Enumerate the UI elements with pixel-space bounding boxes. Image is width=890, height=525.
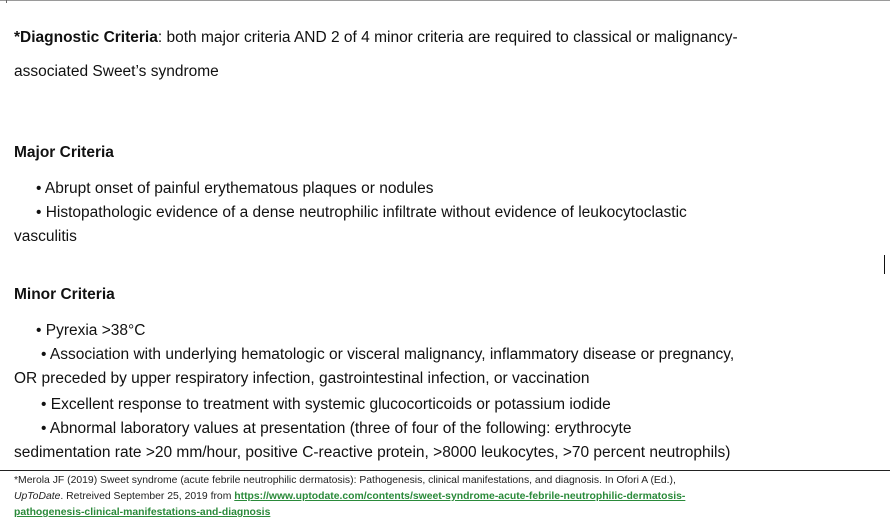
major-item-2: • Histopathologic evidence of a dense neutrophilic infiltrate without evidence of leukocytoclastic <box>36 204 687 221</box>
page-top-border <box>0 0 890 1</box>
footnote-line-1: *Merola JF (2019) Sweet syndrome (acute febrile neutrophilic dermatosis): Pathogenesis, clinical manifestations, and diagnosis. In Ofori A (Ed.), <box>14 475 676 486</box>
footnote-line-3 <box>14 505 880 521</box>
footnote-line-2 <box>14 489 880 505</box>
source-link-cont[interactable]: pathogenesis-clinical-manifestations-and-diagnosis <box>14 507 271 518</box>
major-criteria-heading: Major Criteria <box>14 144 114 161</box>
intro-line-2: associated Sweet’s syndrome <box>14 63 219 80</box>
footnote <box>14 473 880 521</box>
footnote-separator <box>0 470 890 471</box>
major-item-2-cont: vasculitis <box>14 228 77 245</box>
source-link[interactable]: https://www.uptodate.com/contents/sweet-syndrome-acute-febrile-neutrophilic-dermatosis- <box>234 491 686 502</box>
minor-item-4-cont: sedimentation rate >20 mm/hour, positive C-reactive protein, >8000 leukocytes, >70 percent neutrophils) <box>14 444 731 461</box>
minor-item-4: • Abnormal laboratory values at presentation (three of four of the following: erythrocyte <box>41 420 632 437</box>
retrieved-text: . Retreived September 25, 2019 from <box>60 491 235 502</box>
minor-item-3: • Excellent response to treatment with systemic glucocorticoids or potassium iodide <box>41 396 611 413</box>
text-cursor <box>884 255 885 274</box>
major-item-1: • Abrupt onset of painful erythematous plaques or nodules <box>36 180 434 197</box>
source-title: UpToDate <box>14 491 61 502</box>
minor-item-2-cont: OR preceded by upper respiratory infection, gastrointestinal infection, or vaccination <box>14 370 590 387</box>
intro-text-1: : both major criteria AND 2 of 4 minor criteria are required to classical or malignancy- <box>157 29 738 46</box>
page-corner-mark <box>6 0 7 3</box>
diagnostic-criteria-label: *Diagnostic Criteria <box>14 29 158 46</box>
intro-line-1 <box>14 29 738 47</box>
minor-item-2: • Association with underlying hematologic or visceral malignancy, inflammatory disease or pregnancy, <box>41 346 735 363</box>
minor-criteria-heading: Minor Criteria <box>14 286 115 303</box>
minor-item-1: • Pyrexia >38°C <box>36 322 146 339</box>
